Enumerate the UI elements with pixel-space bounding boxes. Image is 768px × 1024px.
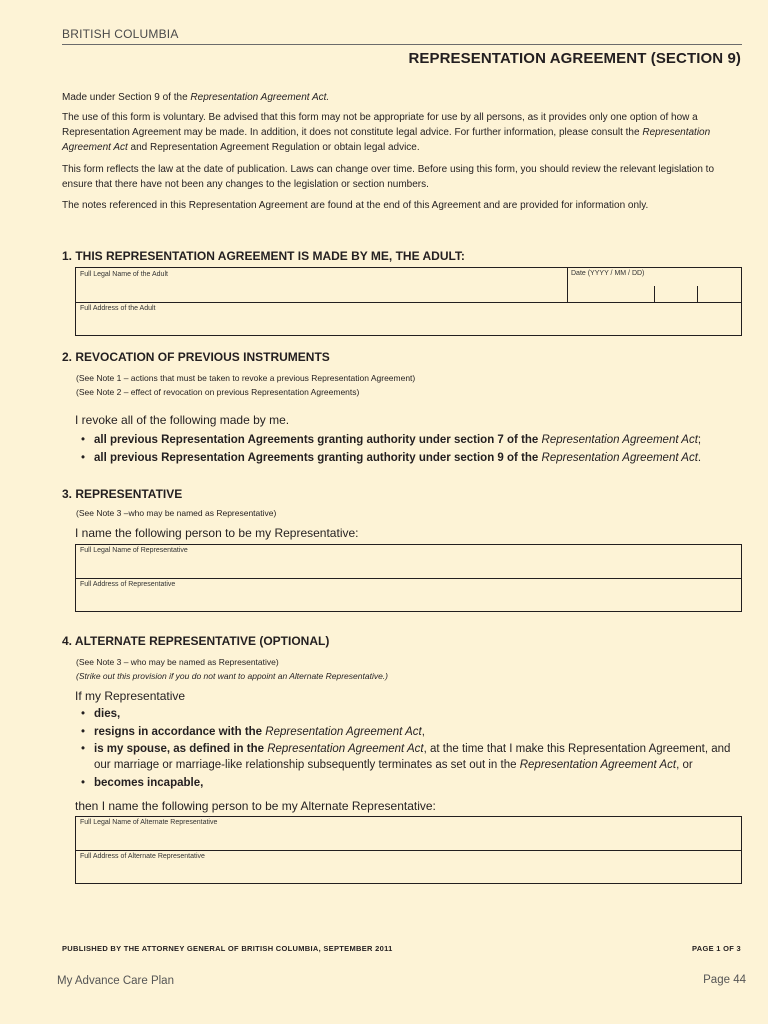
alternate-details-box	[75, 816, 742, 884]
section-4-strike-note: (Strike out this provision if you do not want to appoint an Alternate Representative.)	[76, 671, 388, 681]
representative-details-box	[75, 544, 742, 612]
alternate-address-field[interactable]: Full Address of Alternate Representative	[80, 853, 205, 860]
section-2-heading: 2. REVOCATION OF PREVIOUS INSTRUMENTS	[62, 350, 330, 364]
box-divider	[76, 578, 741, 579]
law-date-text: This form reflects the law at the date of publication. Laws can change over time. Before using this form, you should review the relevant legislation to ensure that there have not been any changes to the legislation or section numbers.	[62, 164, 715, 190]
list-item: • all previous Representation Agreements granting authority under section 9 of the Representation Agreement Act.	[76, 449, 746, 467]
box-divider	[76, 302, 741, 303]
booklet-page-number: Page 44	[703, 974, 746, 986]
date-tick-mm	[654, 286, 655, 302]
page-title: REPRESENTATION AGREEMENT (SECTION 9)	[408, 50, 741, 67]
header-divider	[62, 44, 742, 45]
representative-address-field[interactable]: Full Address of Representative	[80, 581, 176, 588]
voluntary-text: The use of this form is voluntary. Be advised that this form may not be appropriate for use by all persons, as it provides only one option of how a Representation Agreement may be made. In addition, it does not constitute legal advice. For further information, please consult the Representation Agreement Act and Representation Agreement Regulation or obtain legal advice.	[62, 112, 711, 153]
adult-address-field[interactable]: Full Address of the Adult	[80, 305, 156, 312]
made-under-text: Made under Section 9 of the Representation Agreement Act.	[62, 92, 330, 103]
list-item: • becomes incapable,	[76, 774, 746, 792]
section-1-heading: 1. THIS REPRESENTATION AGREEMENT IS MADE BY ME, THE ADULT:	[62, 249, 465, 263]
alternate-conditions-list	[76, 705, 746, 792]
booklet-title: My Advance Care Plan	[57, 975, 174, 987]
alternate-then-text: then I name the following person to be my Alternate Representative:	[75, 799, 436, 813]
revoke-list	[76, 431, 746, 467]
box-divider	[76, 850, 741, 851]
section-3-note: (See Note 3 –who may be named as Representative)	[76, 508, 277, 518]
section-4-note: (See Note 3 – who may be named as Representative)	[76, 657, 279, 667]
representative-lead-text: I name the following person to be my Representative:	[75, 526, 359, 540]
province-label: BRITISH COLUMBIA	[62, 27, 179, 41]
page-count: PAGE 1 OF 3	[691, 944, 741, 953]
adult-date-field[interactable]: Date (YYYY / MM / DD)	[571, 270, 645, 277]
list-item: • resigns in accordance with the Representation Agreement Act,	[76, 723, 746, 741]
date-divider	[567, 268, 568, 302]
section-2-note-2: (See Note 2 – effect of revocation on previous Representation Agreements)	[76, 387, 360, 397]
section-4-heading: 4. ALTERNATE REPRESENTATIVE (OPTIONAL)	[62, 634, 330, 648]
alternate-lead-text: If my Representative	[75, 689, 186, 703]
alternate-name-field[interactable]: Full Legal Name of Alternate Representative	[80, 819, 218, 826]
revoke-lead-text: I revoke all of the following made by me.	[75, 413, 290, 427]
section-3-heading: 3. REPRESENTATIVE	[62, 487, 183, 501]
publisher-text: PUBLISHED BY THE ATTORNEY GENERAL OF BRITISH COLUMBIA, SEPTEMBER 2011	[62, 944, 393, 953]
notes-reference-text: The notes referenced in this Representation Agreement are found at the end of this Agreement and are provided for information only.	[62, 200, 649, 211]
adult-details-box	[75, 267, 742, 336]
section-2-note-1: (See Note 1 – actions that must be taken to revoke a previous Representation Agreement)	[76, 373, 416, 383]
list-item: • all previous Representation Agreements granting authority under section 7 of the Representation Agreement Act;	[76, 431, 746, 449]
adult-name-field[interactable]: Full Legal Name of the Adult	[80, 271, 168, 278]
list-item: • is my spouse, as defined in the Representation Agreement Act, at the time that I make this Representation Agreement, and our marriage or marriage-like relationship subsequently terminates as set out in the Representation Agreement Act, or	[76, 741, 746, 774]
date-tick-dd	[697, 286, 698, 302]
representative-name-field[interactable]: Full Legal Name of Representative	[80, 547, 188, 554]
list-item: • dies,	[76, 705, 746, 723]
